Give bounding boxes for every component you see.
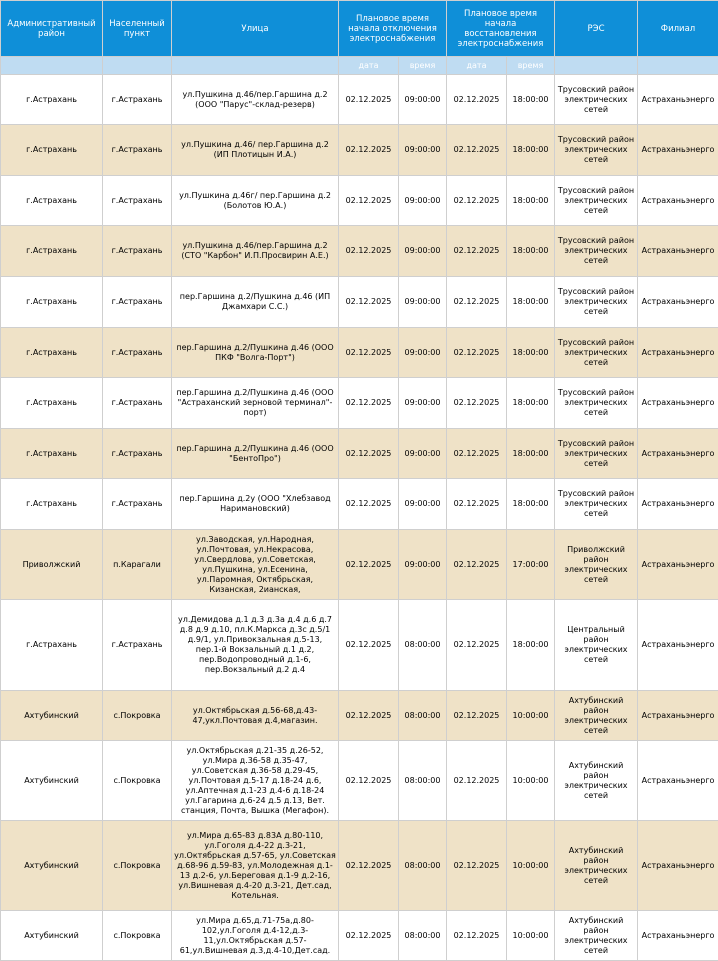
- cell-settlement: г.Астрахань: [103, 328, 172, 378]
- cell-on-time: 10:00:00: [507, 691, 555, 741]
- cell-off-time: 09:00:00: [399, 176, 447, 226]
- cell-res: Трусовский район электрических сетей: [555, 176, 638, 226]
- sub-off-date: дата: [339, 57, 399, 75]
- cell-off-date: 02.12.2025: [339, 479, 399, 530]
- cell-res: Трусовский район электрических сетей: [555, 75, 638, 125]
- cell-settlement: с.Покровка: [103, 741, 172, 821]
- sub-off-time: время: [399, 57, 447, 75]
- cell-off-date: 02.12.2025: [339, 75, 399, 125]
- cell-on-date: 02.12.2025: [447, 125, 507, 176]
- cell-street: ул.Пушкина д.46г/ пер.Гаршина д.2 (Болотов Ю.А.): [172, 176, 339, 226]
- cell-district: Ахтубинский: [1, 911, 103, 961]
- cell-district: г.Астрахань: [1, 429, 103, 479]
- table-row: [1, 328, 718, 378]
- cell-settlement: г.Астрахань: [103, 429, 172, 479]
- cell-on-date: 02.12.2025: [447, 429, 507, 479]
- cell-on-time: 18:00:00: [507, 75, 555, 125]
- table-row: [1, 429, 718, 479]
- cell-off-time: 08:00:00: [399, 741, 447, 821]
- cell-street: ул.Мира д.65,д.71-75а,д.80-102,ул.Гоголя д.4-12,д.3-11,ул.Октябрьская д.57-61,ул.Вишневая д.3,д.4-10,Дет.сад.: [172, 911, 339, 961]
- cell-street: пер.Гаршина д.2/Пушкина д.46 (ООО "БентоПро"): [172, 429, 339, 479]
- cell-settlement: г.Астрахань: [103, 600, 172, 691]
- cell-off-time: 09:00:00: [399, 226, 447, 277]
- sub-empty: [555, 57, 638, 75]
- cell-res: Трусовский район электрических сетей: [555, 378, 638, 429]
- cell-on-date: 02.12.2025: [447, 530, 507, 600]
- cell-off-date: 02.12.2025: [339, 821, 399, 911]
- cell-off-date: 02.12.2025: [339, 429, 399, 479]
- cell-res: Трусовский район электрических сетей: [555, 328, 638, 378]
- cell-res: Ахтубинский район электрических сетей: [555, 821, 638, 911]
- cell-street: ул.Заводская, ул.Народная, ул.Почтовая, ул.Некрасова, ул.Свердлова, ул.Советская, ул.Пушкина, ул.Есенина, ул.Паромная, Октябрьская, Кизанская, 2ианская,: [172, 530, 339, 600]
- cell-res: Центральный район электрических сетей: [555, 600, 638, 691]
- cell-on-time: 18:00:00: [507, 378, 555, 429]
- cell-off-time: 08:00:00: [399, 821, 447, 911]
- cell-street: пер.Гаршина д.2у (ООО "Хлебзавод Наримановский): [172, 479, 339, 530]
- cell-on-time: 18:00:00: [507, 479, 555, 530]
- table-row: [1, 479, 718, 530]
- cell-district: г.Астрахань: [1, 176, 103, 226]
- cell-district: г.Астрахань: [1, 75, 103, 125]
- cell-res: Трусовский район электрических сетей: [555, 125, 638, 176]
- table-row: [1, 691, 718, 741]
- cell-settlement: г.Астрахань: [103, 277, 172, 328]
- cell-street: пер.Гаршина д.2/Пушкина д.46 (ИП Джамхари С.С.): [172, 277, 339, 328]
- cell-off-date: 02.12.2025: [339, 530, 399, 600]
- table-row: [1, 911, 718, 961]
- cell-off-date: 02.12.2025: [339, 125, 399, 176]
- col-res: РЭС: [555, 1, 638, 57]
- cell-off-date: 02.12.2025: [339, 600, 399, 691]
- table-row: [1, 378, 718, 429]
- table-row: [1, 125, 718, 176]
- cell-district: г.Астрахань: [1, 226, 103, 277]
- cell-off-date: 02.12.2025: [339, 378, 399, 429]
- cell-district: г.Астрахань: [1, 378, 103, 429]
- cell-district: г.Астрахань: [1, 125, 103, 176]
- cell-off-time: 09:00:00: [399, 125, 447, 176]
- cell-district: г.Астрахань: [1, 328, 103, 378]
- cell-street: ул.Октябрьская д.21-35 д.26-52, ул.Мира д.36-58 д.35-47, ул.Советская д.36-58 д.29-45, ул.Почтовая д.5-17 д.18-24 д.6, ул.Аптечная д.1-23 д.4-6 д.18-24 ул.Гагарина д.6-24 д.5 д.13, Вет. станция, Почта, Вышка (Мегафон).: [172, 741, 339, 821]
- cell-district: Приволжский: [1, 530, 103, 600]
- cell-settlement: с.Покровка: [103, 911, 172, 961]
- cell-on-date: 02.12.2025: [447, 479, 507, 530]
- cell-settlement: г.Астрахань: [103, 176, 172, 226]
- cell-off-date: 02.12.2025: [339, 328, 399, 378]
- cell-off-time: 09:00:00: [399, 277, 447, 328]
- cell-off-time: 08:00:00: [399, 911, 447, 961]
- cell-on-time: 18:00:00: [507, 125, 555, 176]
- cell-branch: Астраханьэнерго: [638, 226, 718, 277]
- cell-settlement: г.Астрахань: [103, 226, 172, 277]
- cell-res: Ахтубинский район электрических сетей: [555, 741, 638, 821]
- cell-district: Ахтубинский: [1, 741, 103, 821]
- cell-street: ул.Пушкина д.46/пер.Гаршина д.2 (ООО "Парус"-склад-резерв): [172, 75, 339, 125]
- col-admin-district: Административный район: [1, 1, 103, 57]
- cell-on-time: 10:00:00: [507, 911, 555, 961]
- cell-off-time: 09:00:00: [399, 75, 447, 125]
- cell-on-time: 18:00:00: [507, 226, 555, 277]
- cell-on-date: 02.12.2025: [447, 821, 507, 911]
- cell-on-time: 18:00:00: [507, 176, 555, 226]
- cell-branch: Астраханьэнерго: [638, 176, 718, 226]
- cell-on-date: 02.12.2025: [447, 226, 507, 277]
- table-row: [1, 277, 718, 328]
- cell-branch: Астраханьэнерго: [638, 530, 718, 600]
- cell-on-date: 02.12.2025: [447, 277, 507, 328]
- cell-branch: Астраханьэнерго: [638, 277, 718, 328]
- cell-off-date: 02.12.2025: [339, 741, 399, 821]
- header-row: [1, 1, 718, 57]
- cell-branch: Астраханьэнерго: [638, 600, 718, 691]
- cell-branch: Астраханьэнерго: [638, 741, 718, 821]
- cell-branch: Астраханьэнерго: [638, 328, 718, 378]
- cell-on-time: 17:00:00: [507, 530, 555, 600]
- cell-street: ул.Демидова д.1 д.3 д.3а д.4 д.6 д.7 д.8 д.9 д.10, пл.К.Маркса д.3с д.5/1 д.9/1, ул.Привокзальная д.5-13, пер.1-й Вокзальный д.1 д.2, пер.Водопроводный д.1-6, пер.Вокзальный д.2 д.4: [172, 600, 339, 691]
- cell-district: Ахтубинский: [1, 691, 103, 741]
- cell-res: Трусовский район электрических сетей: [555, 479, 638, 530]
- cell-district: г.Астрахань: [1, 479, 103, 530]
- cell-on-date: 02.12.2025: [447, 741, 507, 821]
- cell-settlement: с.Покровка: [103, 821, 172, 911]
- cell-street: пер.Гаршина д.2/Пушкина д.46 (ООО "Астраханский зерновой терминал"-порт): [172, 378, 339, 429]
- cell-res: Трусовский район электрических сетей: [555, 226, 638, 277]
- cell-district: Ахтубинский: [1, 821, 103, 911]
- cell-res: Ахтубинский район электрических сетей: [555, 911, 638, 961]
- cell-branch: Астраханьэнерго: [638, 378, 718, 429]
- cell-on-time: 18:00:00: [507, 429, 555, 479]
- table-row: [1, 176, 718, 226]
- cell-on-date: 02.12.2025: [447, 911, 507, 961]
- table-row: [1, 226, 718, 277]
- cell-on-time: 10:00:00: [507, 821, 555, 911]
- cell-on-time: 18:00:00: [507, 600, 555, 691]
- cell-off-time: 08:00:00: [399, 691, 447, 741]
- sub-empty: [103, 57, 172, 75]
- cell-branch: Астраханьэнерго: [638, 429, 718, 479]
- cell-res: Приволжский район электрических сетей: [555, 530, 638, 600]
- subheader-row: [1, 57, 718, 75]
- cell-off-date: 02.12.2025: [339, 691, 399, 741]
- cell-off-date: 02.12.2025: [339, 277, 399, 328]
- cell-street: пер.Гаршина д.2/Пушкина д.46 (ООО ПКФ "Волга-Порт"): [172, 328, 339, 378]
- cell-on-date: 02.12.2025: [447, 328, 507, 378]
- cell-branch: Астраханьэнерго: [638, 821, 718, 911]
- table-row: [1, 600, 718, 691]
- cell-branch: Астраханьэнерго: [638, 691, 718, 741]
- sub-empty: [638, 57, 718, 75]
- cell-settlement: п.Карагали: [103, 530, 172, 600]
- col-branch: Филиал: [638, 1, 718, 57]
- sub-on-time: время: [507, 57, 555, 75]
- cell-off-time: 08:00:00: [399, 600, 447, 691]
- cell-on-date: 02.12.2025: [447, 378, 507, 429]
- cell-off-time: 09:00:00: [399, 479, 447, 530]
- cell-off-date: 02.12.2025: [339, 226, 399, 277]
- cell-on-date: 02.12.2025: [447, 600, 507, 691]
- cell-settlement: г.Астрахань: [103, 479, 172, 530]
- cell-off-time: 09:00:00: [399, 530, 447, 600]
- col-off-time: Плановое время начала отключения электроснабжения: [339, 1, 447, 57]
- cell-res: Ахтубинский район электрических сетей: [555, 691, 638, 741]
- cell-on-time: 18:00:00: [507, 328, 555, 378]
- col-restore-time: Плановое время начала восстановления электроснабжения: [447, 1, 555, 57]
- cell-district: г.Астрахань: [1, 277, 103, 328]
- cell-street: ул.Октябрьская д.56-68,д.43-47,укл.Почтовая д.4,магазин.: [172, 691, 339, 741]
- cell-branch: Астраханьэнерго: [638, 479, 718, 530]
- sub-empty: [172, 57, 339, 75]
- sub-empty: [1, 57, 103, 75]
- cell-res: Трусовский район электрических сетей: [555, 429, 638, 479]
- cell-branch: Астраханьэнерго: [638, 911, 718, 961]
- table-row: [1, 75, 718, 125]
- table-row: [1, 530, 718, 600]
- cell-settlement: г.Астрахань: [103, 75, 172, 125]
- cell-district: г.Астрахань: [1, 600, 103, 691]
- cell-on-date: 02.12.2025: [447, 176, 507, 226]
- cell-on-date: 02.12.2025: [447, 75, 507, 125]
- cell-off-time: 09:00:00: [399, 429, 447, 479]
- table-row: [1, 741, 718, 821]
- cell-off-time: 09:00:00: [399, 328, 447, 378]
- sub-on-date: дата: [447, 57, 507, 75]
- col-street: Улица: [172, 1, 339, 57]
- cell-street: ул.Мира д.65-83 д.83А д.80-110, ул.Гоголя д.4-22 д.3-21, ул.Октябрьская д.57-65, ул.Советская д.68-96 д.59-83, ул.Молодежная д.1-13 д.2-6, ул.Береговая д.1-9 д.2-16, ул.Вишневая д.4-20 д.3-21, Дет.сад, Котельная.: [172, 821, 339, 911]
- cell-off-date: 02.12.2025: [339, 911, 399, 961]
- cell-off-time: 09:00:00: [399, 378, 447, 429]
- cell-settlement: с.Покровка: [103, 691, 172, 741]
- cell-street: ул.Пушкина д.46/ пер.Гаршина д.2 (ИП Плотицын И.А.): [172, 125, 339, 176]
- col-settlement: Населенный пункт: [103, 1, 172, 57]
- cell-res: Трусовский район электрических сетей: [555, 277, 638, 328]
- cell-off-date: 02.12.2025: [339, 176, 399, 226]
- cell-branch: Астраханьэнерго: [638, 75, 718, 125]
- cell-on-time: 10:00:00: [507, 741, 555, 821]
- table-row: [1, 821, 718, 911]
- cell-settlement: г.Астрахань: [103, 125, 172, 176]
- table-body: [1, 75, 718, 961]
- cell-on-time: 18:00:00: [507, 277, 555, 328]
- cell-on-date: 02.12.2025: [447, 691, 507, 741]
- cell-street: ул.Пушкина д.46/пер.Гаршина д.2 (СТО "Карбон" И.П.Просвирин А.Е.): [172, 226, 339, 277]
- cell-settlement: г.Астрахань: [103, 378, 172, 429]
- cell-branch: Астраханьэнерго: [638, 125, 718, 176]
